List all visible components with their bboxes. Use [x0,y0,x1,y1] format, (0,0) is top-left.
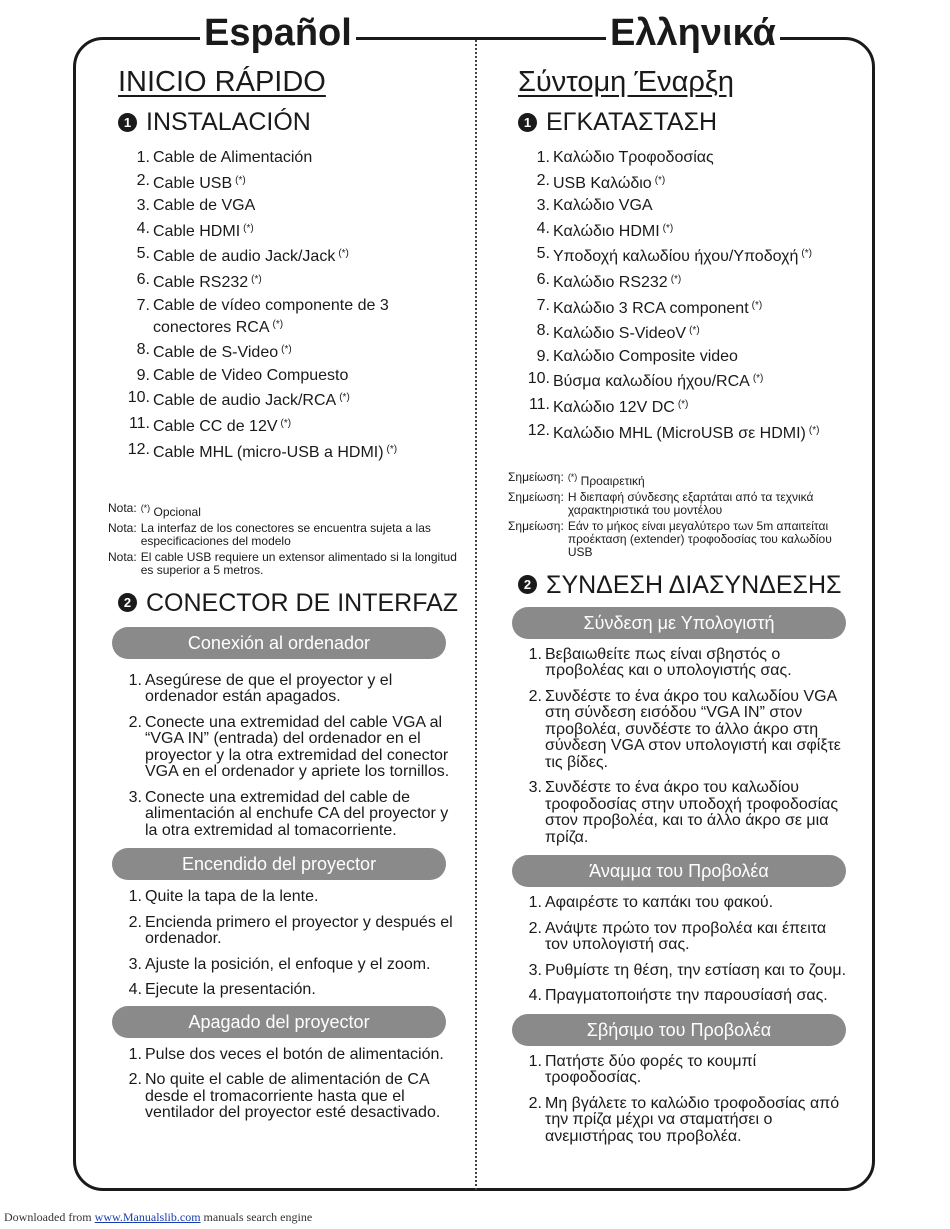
optional-marker: (*) [251,273,262,285]
item-text-wrap [545,689,858,772]
note-label: Σημείωση: [508,489,564,504]
step-item [108,790,464,840]
cable-item [508,296,858,318]
step-item [508,921,858,954]
item-text: Quite la tapa de la lente. [145,888,319,906]
item-text: Ajuste la posición, el enfoque y el zoom. [145,955,431,973]
item-number: 6. [136,270,150,288]
note-label: Nota: [108,500,137,515]
cable-item [508,395,858,417]
item-text-wrap [553,347,858,366]
connection-steps [508,647,858,847]
item-text: Cable de S-Video [153,344,279,362]
cable-item [508,347,858,366]
item-text: Πατήστε δύο φορές το κουμπί τροφοδοσίας. [545,1052,757,1087]
step-item [108,915,464,948]
item-number: 2. [528,1094,542,1112]
note-item [508,491,858,517]
installation-title: ΕΓΚΑΤΑΣΤΑΣΗ [546,108,718,136]
note-text-wrap [141,502,201,519]
item-text-wrap [545,921,858,954]
cable-item [108,388,464,410]
quick-start-title: Σύντομη Έναρξη [518,66,734,98]
item-text-wrap [553,421,858,443]
item-text-wrap [153,296,464,337]
item-text: Cable de VGA [153,197,256,215]
optional-marker: (*) [338,248,349,260]
item-number: 2. [136,171,150,189]
item-text: Αφαιρέστε το καπάκι του φακού. [545,894,774,912]
note-item [508,520,858,559]
item-text: Cable USB [153,174,233,192]
connection-steps [108,673,464,840]
power-on-header: Encendido del proyector [112,848,446,880]
step-item [108,957,464,974]
optional-marker: (*) [670,273,682,285]
item-number: 11. [528,395,550,413]
power-off-header: Apagado del proyector [112,1006,446,1038]
cable-item [108,171,464,193]
item-text: Ανάψτε πρώτο τον προβολέα και έπειτα τον υπολογιστή σας. [545,919,827,954]
cable-item [108,196,464,215]
cable-item [508,219,858,241]
item-text: Καλώδιο MHL (MicroUSB σε HDMI) [553,424,806,442]
item-number: 10. [127,389,150,407]
step-item [108,673,464,706]
item-text-wrap [553,321,858,343]
item-text-wrap [545,1054,858,1087]
item-number: 5. [136,245,150,263]
item-text-wrap [153,219,464,241]
item-text-wrap [553,369,858,391]
item-text: Asegúrese de que el proyector y el ordenador están apagados. [145,671,393,706]
item-text-wrap [553,270,858,292]
item-number: 3. [536,197,550,215]
item-text: Υποδοχή καλωδίου ήχου/Υποδοχή [553,248,799,266]
item-text: Cable de audio Jack/Jack [153,248,336,266]
note-text: El cable USB requiere un extensor alimentado si la longitud es superior a 5 metros. [140,549,457,577]
column-divider [475,40,477,1190]
step-item [508,647,858,680]
item-text: Cable de vídeo componente de 3 conectores RCA [153,296,389,336]
step-item [108,889,464,906]
item-text-wrap [153,340,464,362]
optional-marker: (*) [751,299,763,311]
connector-title: ΣΥΝΔΕΣΗ ΔΙΑΣΥΝΔΕΣΗΣ [546,570,842,599]
item-number: 12. [127,440,150,458]
optional-marker: (*) [339,392,350,404]
step-item [108,1072,464,1122]
item-number: 3. [128,955,142,973]
step-item [108,1047,464,1064]
item-number: 5. [536,245,550,263]
step-item [508,963,858,980]
note-item [108,522,464,548]
item-number: 7. [136,296,150,314]
item-text-wrap [545,988,858,1005]
footer [4,1210,312,1225]
section-number-badge: 2 [118,593,137,612]
item-number: 4. [536,219,550,237]
connector-title: CONECTOR DE INTERFAZ [146,588,459,617]
item-text-wrap [145,715,464,781]
item-number: 3. [528,961,542,979]
item-number: 2. [528,687,542,705]
note-text: Προαιρετική [580,473,645,488]
installation-heading [518,102,858,142]
quick-start-title: INICIO RÁPIDO [118,66,326,98]
cable-item [508,244,858,266]
item-text: Pulse dos veces el botón de alimentación. [145,1045,444,1063]
item-text-wrap [553,196,858,215]
optional-marker: (*) [243,222,254,234]
optional-marker: (*) [662,222,674,234]
item-text: Cable de Video Compuesto [153,366,349,384]
item-number: 8. [536,322,550,340]
item-text-wrap [553,171,858,193]
notes [508,471,858,559]
installation-title: INSTALACIÓN [146,108,311,136]
cable-item [108,366,464,385]
item-text: Encienda primero el proyector y después el ordenador. [145,913,453,948]
step-item [508,689,858,772]
item-number: 6. [536,270,550,288]
note-text: Η διεπαφή σύνδεσης εξαρτάται από τα τεχνικά χαρακτηριστικά του μοντέλου [567,489,814,517]
item-text-wrap [153,148,464,167]
note-text-wrap [568,471,645,488]
item-text-wrap [145,1047,464,1064]
item-number: 2. [128,913,142,931]
computer-connection-header: Conexión al ordenador [112,627,446,659]
cable-list [508,148,858,443]
item-number: 11. [128,414,150,432]
section-number-badge: 2 [518,575,537,594]
item-text-wrap [553,219,858,241]
item-number: 2. [128,713,142,731]
item-number: 4. [528,987,542,1005]
note-label: Nota: [108,549,137,564]
cable-item [108,414,464,436]
item-text: Μη βγάλετε το καλώδιο τροφοδοσίας από την πρίζα μέχρι να σταματήσει ο ανεμιστήρας του προβολέα. [545,1094,840,1145]
item-text-wrap [553,395,858,417]
item-number: 2. [128,1071,142,1089]
power-off-steps [508,1054,858,1146]
cable-item [508,270,858,292]
item-text-wrap [545,647,858,680]
item-text: Conecte una extremidad del cable de alimentación al enchufe CA del proyector y la otra extremidad al tomacorriente. [145,788,449,839]
power-on-steps [508,895,858,1005]
footer-suffix: manuals search engine [203,1210,313,1224]
item-text-wrap [145,889,464,906]
computer-connection-header: Σύνδεση με Υπολογιστή [512,607,846,639]
power-off-header: Σβήσιμο του Προβολέα [512,1014,846,1046]
item-text-wrap [553,296,858,318]
item-number: 3. [136,197,150,215]
item-number: 4. [136,219,150,237]
item-text: Cable RS232 [153,273,249,291]
note-text: Εάν το μήκος είναι μεγαλύτερο των 5m απαιτείται προέκταση (extender) τροφοδοσίας του καλωδίου USB [567,518,832,559]
note-text: La interfaz de los conectores se encuentra sujeta a las especificaciones del modelo [140,520,431,548]
step-item [508,988,858,1005]
note-item [108,502,464,519]
item-text: Καλώδιο VGA [553,197,653,215]
cable-item [508,321,858,343]
item-text-wrap [145,790,464,840]
item-number: 1. [528,645,542,663]
item-text-wrap [545,780,858,846]
item-number: 8. [136,341,150,359]
item-number: 4. [128,981,142,999]
cable-item [108,270,464,292]
optional-marker: (*) [801,248,812,260]
cable-item [508,148,858,167]
item-text-wrap [545,1096,858,1146]
optional-marker: (*) [808,424,820,436]
item-number: 3. [528,779,542,797]
optional-marker: (*) [281,344,292,356]
item-text: No quite el cable de alimentación de CA desde el tromacorriente hasta que el ventilador del proyector esté desactivado. [145,1071,441,1122]
item-text: Ρυθμίστε τη θέση, την εστίαση και το ζουμ. [545,961,847,979]
language-title-greek: Ελληνικά [606,10,780,56]
item-number: 12. [527,421,550,439]
item-number: 3. [128,788,142,806]
cable-item [508,196,858,215]
optional-marker: (*) [280,417,292,429]
item-text: Συνδέστε το ένα άκρο του καλωδίου VGA στη σύνδεση εισόδου “VGA IN” στον προβολέα, συνδέστε το άλλο άκρο στη σύνδεση VGA στον υπολογιστή και σφίξτε τις βίδες. [545,687,841,771]
item-text: Καλώδιο 12V DC [553,398,675,416]
note-text-wrap [568,491,858,517]
optional-marker: (*) [677,398,689,410]
item-text-wrap [145,673,464,706]
connector-heading [118,583,464,623]
language-title-spanish: Español [200,10,356,56]
item-text-wrap [153,440,464,462]
item-text-wrap [553,244,858,266]
connector-heading [518,565,858,605]
note-text: Opcional [153,504,201,519]
item-text-wrap [553,148,858,167]
step-item [508,1054,858,1087]
item-text: Πραγματοποιήστε την παρουσίασή σας. [545,987,828,1005]
item-text: Καλώδιο RS232 [553,273,668,291]
cable-item [108,219,464,241]
spanish-column [108,62,464,1131]
item-number: 1. [136,149,150,166]
step-item [508,895,858,912]
item-text-wrap [153,388,464,410]
item-number: 10. [527,370,550,388]
power-on-steps [108,889,464,999]
section-number-badge: 1 [518,113,537,132]
item-text: Cable de audio Jack/RCA [153,392,337,410]
item-text: Ejecute la presentación. [145,981,316,999]
item-text-wrap [145,982,464,999]
cable-item [108,296,464,337]
power-off-steps [108,1047,464,1122]
item-text: Συνδέστε το ένα άκρο του καλωδίου τροφοδοσίας στην υποδοχή τροφοδοσίας στον προβολέα, και το άλλο άκρο σε μια πρίζα. [545,779,839,846]
cable-item [108,440,464,462]
installation-heading [118,102,464,142]
manualslib-link[interactable]: www.Manualslib.com [94,1210,201,1224]
note-text-wrap [568,520,858,559]
item-text-wrap [153,196,464,215]
item-text: Conecte una extremidad del cable VGA al “VGA IN” (entrada) del ordenador en el proyector y la otra extremidad del conector VGA en el ordenador y apriete los tornillos. [145,713,450,781]
item-text: USB Καλώδιο [553,174,652,192]
item-text-wrap [153,366,464,385]
item-text-wrap [153,244,464,266]
note-text-wrap [141,522,464,548]
note-item [108,551,464,577]
item-text: Cable MHL (micro-USB a HDMI) [153,443,384,461]
optional-marker: (*) [235,174,246,186]
step-item [108,982,464,999]
footer-prefix: Downloaded from [4,1210,92,1224]
optional-marker: (*) [567,471,578,482]
item-number: 2. [536,171,550,189]
item-number: 1. [128,671,142,689]
cable-item [108,244,464,266]
item-text: Καλώδιο Composite video [553,347,738,365]
optional-marker: (*) [386,443,398,455]
step-item [508,780,858,846]
item-text-wrap [145,915,464,948]
step-item [108,715,464,781]
cable-item [508,369,858,391]
item-text: Βύσμα καλωδίου ήχου/RCA [553,373,750,391]
item-text: Καλώδιο 3 RCA component [553,299,749,317]
notes [108,502,464,577]
item-text-wrap [153,270,464,292]
section-number-badge: 1 [118,113,137,132]
item-text: Βεβαιωθείτε πως είναι σβηστός ο προβολέας και ο υπολογιστής σας. [545,645,792,680]
item-number: 1. [536,149,550,166]
item-text-wrap [145,957,464,974]
note-item [508,471,858,488]
item-text-wrap [545,895,858,912]
item-text: Καλώδιο S-VideoV [553,325,687,343]
cable-list [108,148,464,462]
item-number: 1. [528,1052,542,1070]
greek-column [508,62,858,1154]
optional-marker: (*) [689,325,700,337]
cable-item [108,148,464,167]
item-number: 7. [536,296,550,314]
optional-marker: (*) [140,502,151,513]
note-label: Σημείωση: [508,469,564,484]
item-text-wrap [545,963,858,980]
power-on-header: Άναμμα του Προβολέα [512,855,846,887]
cable-item [508,171,858,193]
optional-marker: (*) [272,318,284,330]
item-text: Cable HDMI [153,222,241,240]
note-label: Nota: [108,520,137,535]
item-text: Cable CC de 12V [153,417,278,435]
item-text-wrap [153,171,464,193]
cable-item [508,421,858,443]
item-number: 2. [528,919,542,937]
item-number: 9. [536,347,550,365]
item-number: 1. [128,1045,142,1063]
item-text: Καλώδιο Τροφοδοσίας [553,149,714,166]
note-label: Σημείωση: [508,518,564,533]
item-text-wrap [153,414,464,436]
item-number: 9. [136,366,150,384]
item-text: Cable de Alimentación [153,149,313,166]
note-text-wrap [141,551,464,577]
optional-marker: (*) [654,174,666,186]
item-number: 1. [128,888,142,906]
item-number: 1. [528,894,542,912]
cable-item [108,340,464,362]
item-text: Καλώδιο HDMI [553,222,660,240]
step-item [508,1096,858,1146]
optional-marker: (*) [752,373,764,385]
item-text-wrap [145,1072,464,1122]
